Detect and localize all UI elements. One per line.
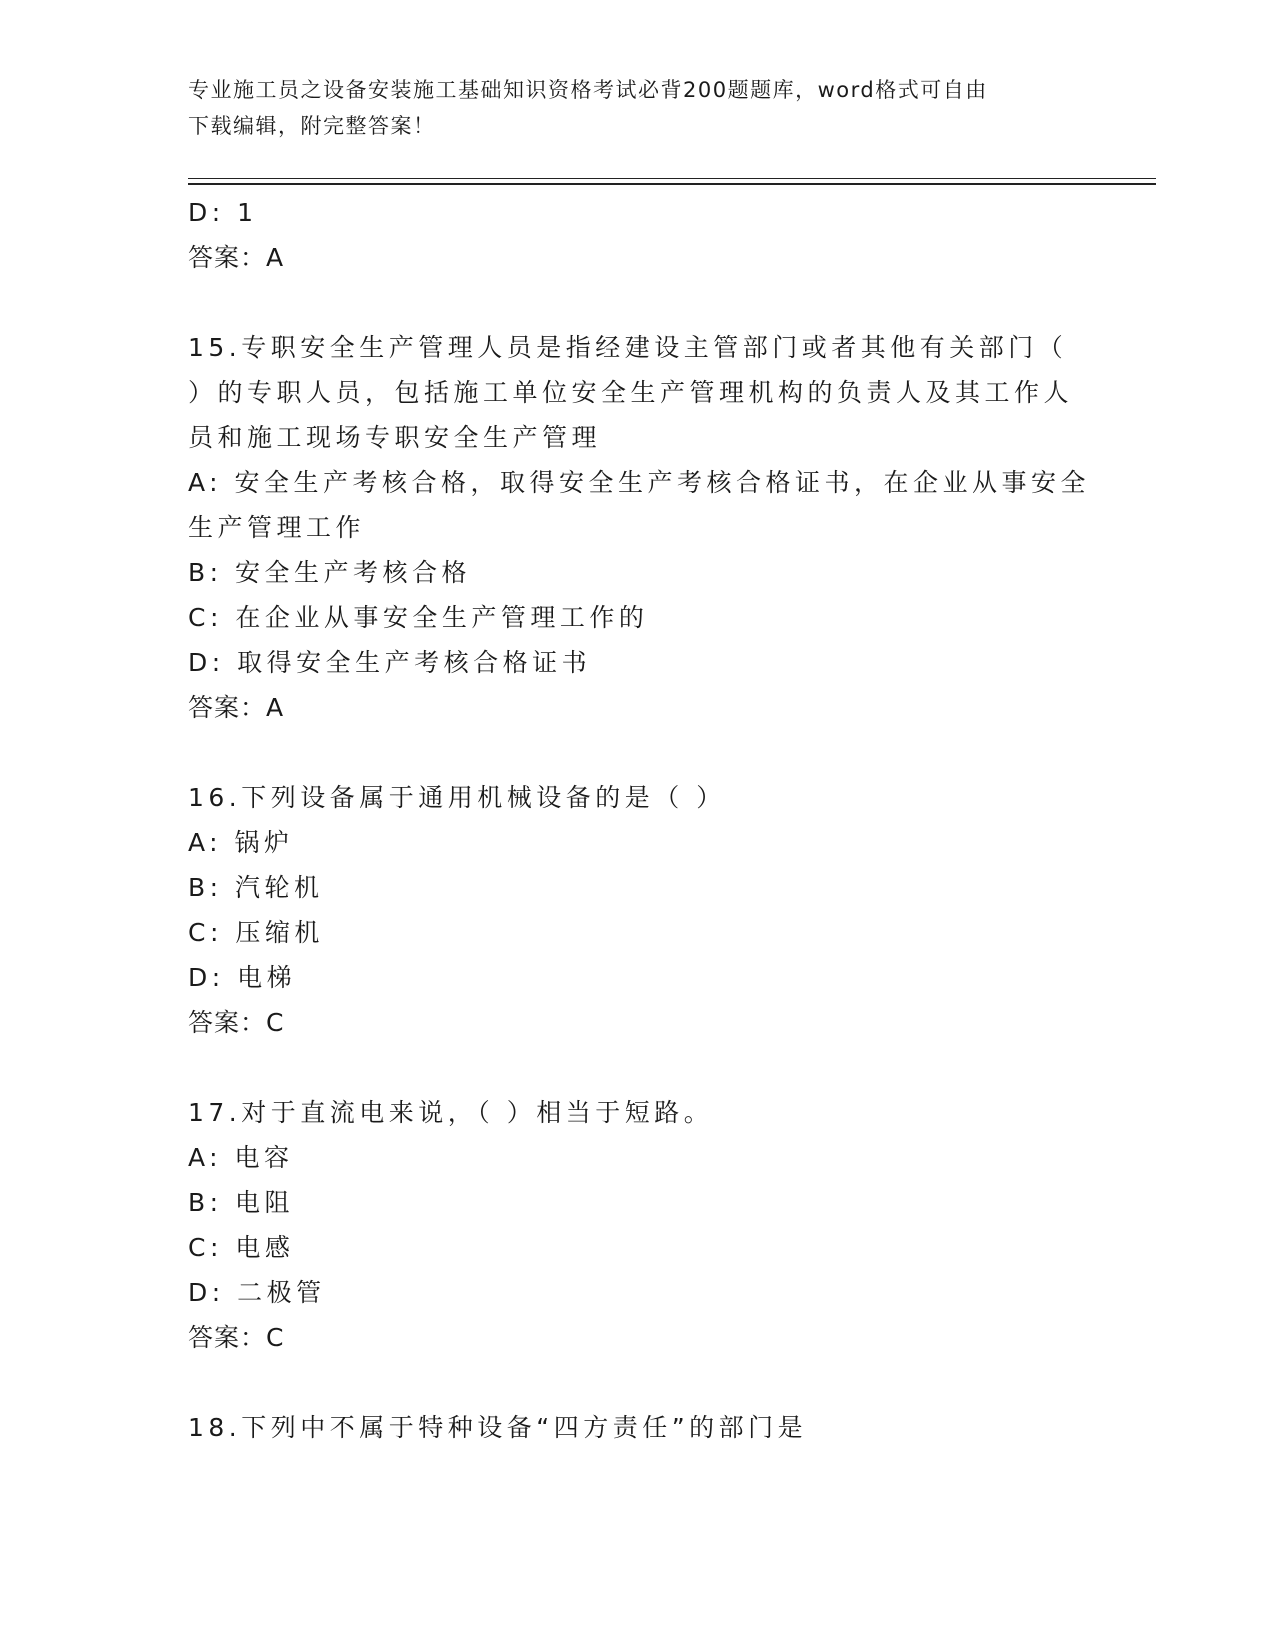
option-a: A: 安全生产考核合格，取得安全生产考核合格证书，在企业从事安全 — [188, 468, 1091, 497]
header-divider-thick — [188, 183, 1156, 185]
option-a: A: 锅炉 — [188, 828, 294, 857]
spacer — [188, 1045, 1088, 1090]
option-d: D: 取得安全生产考核合格证书 — [188, 648, 592, 677]
answer-line: 答案：A — [188, 243, 285, 272]
header-divider-thin — [188, 178, 1156, 179]
answer-line: 答案：C — [188, 1008, 285, 1037]
document-header — [188, 72, 1068, 144]
question-17 — [188, 1090, 1088, 1360]
question-stem: ）的专职人员，包括施工单位安全生产管理机构的负责人及其工作人 — [188, 378, 1074, 407]
option-b: B: 安全生产考核合格 — [188, 558, 472, 587]
spacer — [188, 1360, 1088, 1405]
question-stem: 员和施工现场专职安全生产管理 — [188, 423, 602, 452]
question-stem: 16.下列设备属于通用机械设备的是（ ） — [188, 783, 726, 812]
option-d: D: 电梯 — [188, 963, 297, 992]
spacer — [188, 280, 1088, 325]
header-line-1: 专业施工员之设备安装施工基础知识资格考试必背200题题库，word格式可自由 — [188, 78, 988, 102]
header-line-2: 下载编辑，附完整答案！ — [188, 114, 436, 138]
option-b: B: 电阻 — [188, 1188, 295, 1217]
question-stem: 18.下列中不属于特种设备“四方责任”的部门是 — [188, 1413, 808, 1442]
option-c: C: 压缩机 — [188, 918, 324, 947]
answer-line: 答案：C — [188, 1323, 285, 1352]
question-18 — [188, 1405, 1088, 1450]
option-c: C: 在企业从事安全生产管理工作的 — [188, 603, 649, 632]
option-d: D: 二极管 — [188, 1278, 326, 1307]
answer-line: 答案：A — [188, 693, 285, 722]
spacer — [188, 730, 1088, 775]
previous-question-fragment — [188, 190, 1088, 280]
option-c: C: 电感 — [188, 1233, 295, 1262]
option-b: B: 汽轮机 — [188, 873, 324, 902]
document-body — [188, 190, 1091, 1450]
question-15 — [188, 325, 1091, 730]
option-a-continued: 生产管理工作 — [188, 513, 366, 542]
question-16 — [188, 775, 1088, 1045]
question-stem: 17.对于直流电来说，（ ）相当于短路。 — [188, 1098, 714, 1127]
question-stem: 15.专职安全生产管理人员是指经建设主管部门或者其他有关部门（ — [188, 333, 1068, 362]
option-d: D: 1 — [188, 198, 258, 227]
option-a: A: 电容 — [188, 1143, 294, 1172]
